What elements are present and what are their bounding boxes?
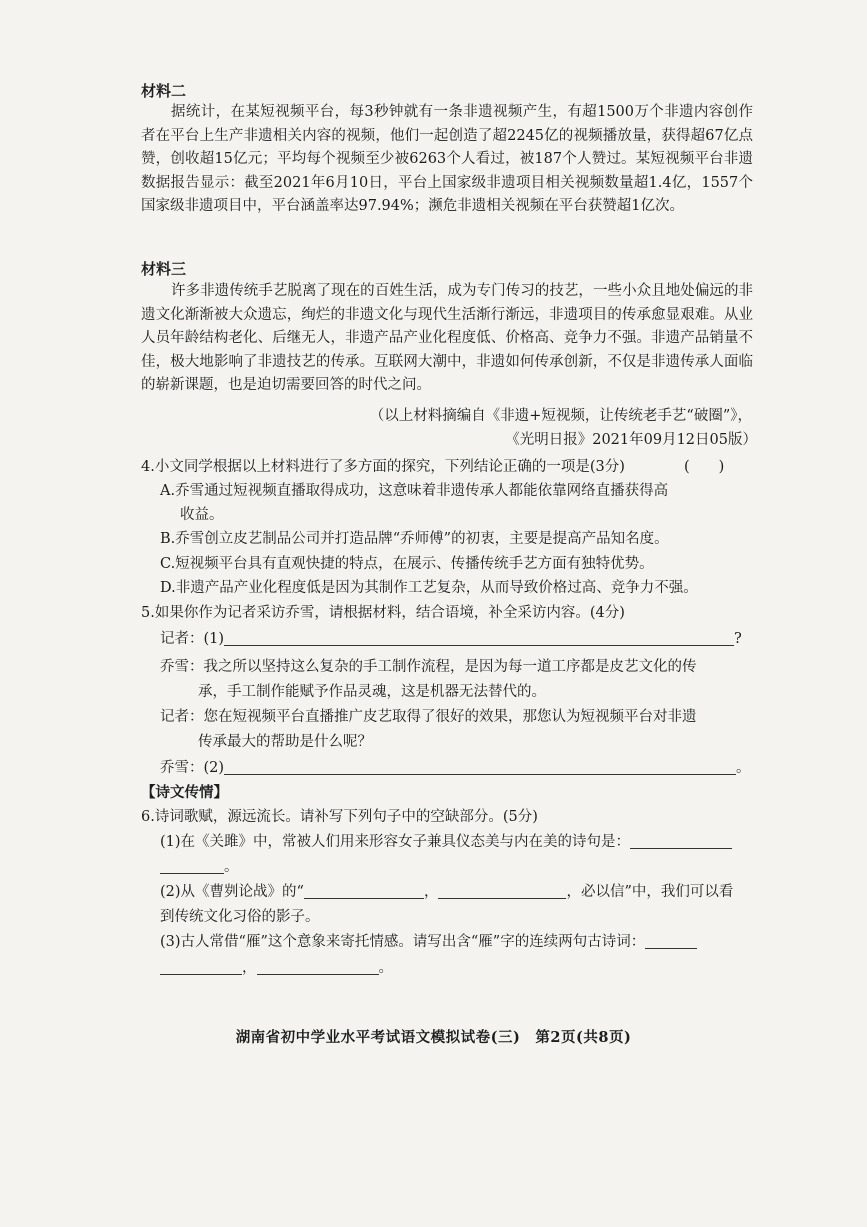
q4-option-d: D.非遗产品产业化程度低是因为其制作工艺复杂，从而导致价格过高、竞争力不强。 <box>160 580 698 596</box>
material3-text: 许多非遗传统手艺脱离了现在的百姓生活，成为专门传习的技艺，一些小众且地处偏远的非遗文化渐渐被大众遗忘，绚烂的非遗文化与现代生活渐行渐远，非遗项目的传承愈显艰难。从业人员年龄结构老化、后继无人，非遗产品产业化程度低、价格高、竞争力不强。非遗产品销量不佳，极大地影响了非遗技艺的传承。互联网大潮中，非遗如何传承创新，不仅是非遗传承人面临的崭新课题，也是迫切需要回答的时代之问。 <box>141 283 753 394</box>
q6-item3-comma: ， <box>242 960 257 976</box>
q5-reporter1-end: ? <box>734 631 742 647</box>
q5-blank-2[interactable] <box>224 758 736 775</box>
citation-line1: （以上材料摘编自《非遗+短视频，让传统老手艺“破圈”》， <box>369 408 752 424</box>
q6-stem: 6.诗词歌赋，源远流长。请补写下列句子中的空缺部分。(5分) <box>141 809 538 825</box>
q6-item2-part1: (2)从《曹刿论战》的“ <box>160 884 304 900</box>
q4-option-b: B.乔雪创立皮艺制品公司并打造品牌“乔师傅”的初衷，主要是提高产品知名度。 <box>160 531 669 547</box>
q6-item2 <box>160 880 733 901</box>
q4-option-a-line2: 收益。 <box>180 507 224 523</box>
q6-item3-text: (3)古人常借“雁”这个意象来寄托情感。请写出含“雁”字的连续两句古诗词： <box>160 934 646 950</box>
q5-qiaoxue2-end: 。 <box>736 760 751 776</box>
q4-answer-bracket[interactable]: ( ) <box>684 459 725 475</box>
material3-heading: 材料三 <box>141 260 187 278</box>
q6-item2-part2: ，必以信”中，我们可以看 <box>566 884 734 900</box>
q6-item2-comma: ， <box>423 884 439 900</box>
q6-item1-text: (1)在《关雎》中，常被人们用来形容女子兼具仪态美与内在美的诗句是： <box>160 834 631 850</box>
q4-stem: 4.小文同学根据以上材料进行了多方面的探究，下列结论正确的一项是(3分) <box>141 459 625 475</box>
q5-qiaoxue-answer2 <box>160 756 751 777</box>
q5-blank-1[interactable] <box>224 629 734 646</box>
q6-item3-end: 。 <box>378 960 393 976</box>
q6-item1-line2 <box>160 855 239 876</box>
q5-stem: 5.如果你作为记者采访乔雪，请根据材料，结合语境，补全采访内容。(4分) <box>141 605 625 621</box>
q5-qiaoxue-answer1-line2: 承，手工制作能赋予作品灵魂，这是机器无法替代的。 <box>198 684 546 700</box>
q4-option-a-line1: A.乔雪通过短视频直播取得成功，这意味着非遗传承人都能依靠网络直播获得高 <box>160 483 669 499</box>
q6-blank-2b[interactable] <box>438 882 566 899</box>
q6-blank-2a[interactable] <box>304 882 424 899</box>
page-footer: 湖南省初中学业水平考试语文模拟试卷(三) 第2页(共8页) <box>235 1029 632 1046</box>
q5-reporter-question1 <box>160 627 742 648</box>
q6-item2-line2: 到传统文化习俗的影子。 <box>160 909 320 925</box>
material2-heading: 材料二 <box>141 82 187 100</box>
citation-line2: 《光明日报》2021年09月12日05版） <box>505 432 757 448</box>
q5-reporter-question2-line1: 记者：您在短视频平台直播推广皮艺取得了很好的效果，那您认为短视频平台对非遗 <box>160 709 697 725</box>
q6-blank-3c[interactable] <box>257 958 379 975</box>
q5-reporter1-label: 记者：(1) <box>160 631 225 647</box>
q6-item1-end: 。 <box>224 859 239 875</box>
q5-reporter-question2-line2: 传承最大的帮助是什么呢？ <box>198 734 372 750</box>
q6-blank-3b[interactable] <box>160 958 242 975</box>
q6-item3-line2 <box>160 956 393 977</box>
material2-text: 据统计，在某短视频平台，每3秒钟就有一条非遗视频产生，有超1500万个非遗内容创作者在平台上生产非遗相关内容的视频，他们一起创造了超2245亿的视频播放量，获得超67亿点赞，创收超15亿元；平均每个视频至少被6263个人看过，被187个人赞过。某短视频平台非遗数据报告显示：截至2021年6月10日，平台上国家级非遗项目相关视频数量超1.4亿，1557个国家级非遗项目中，平台涵盖率达97.94%；濒危非遗相关视频在平台获赞超1亿次。 <box>141 104 753 215</box>
q6-blank-1b[interactable] <box>160 857 224 874</box>
q6-item1 <box>160 830 732 851</box>
q6-blank-3a[interactable] <box>645 932 697 949</box>
q5-qiaoxue-answer1-line1: 乔雪：我之所以坚持这么复杂的手工制作流程，是因为每一道工序都是皮艺文化的传 <box>160 659 697 675</box>
q4-option-c: C.短视频平台具有直观快捷的特点，在展示、传播传统手艺方面有独特优势。 <box>160 556 654 572</box>
q5-qiaoxue2-label: 乔雪：(2) <box>160 760 225 776</box>
section-title: 【诗文传情】 <box>141 784 228 801</box>
q6-item3 <box>160 930 697 951</box>
q6-blank-1a[interactable] <box>630 832 732 849</box>
